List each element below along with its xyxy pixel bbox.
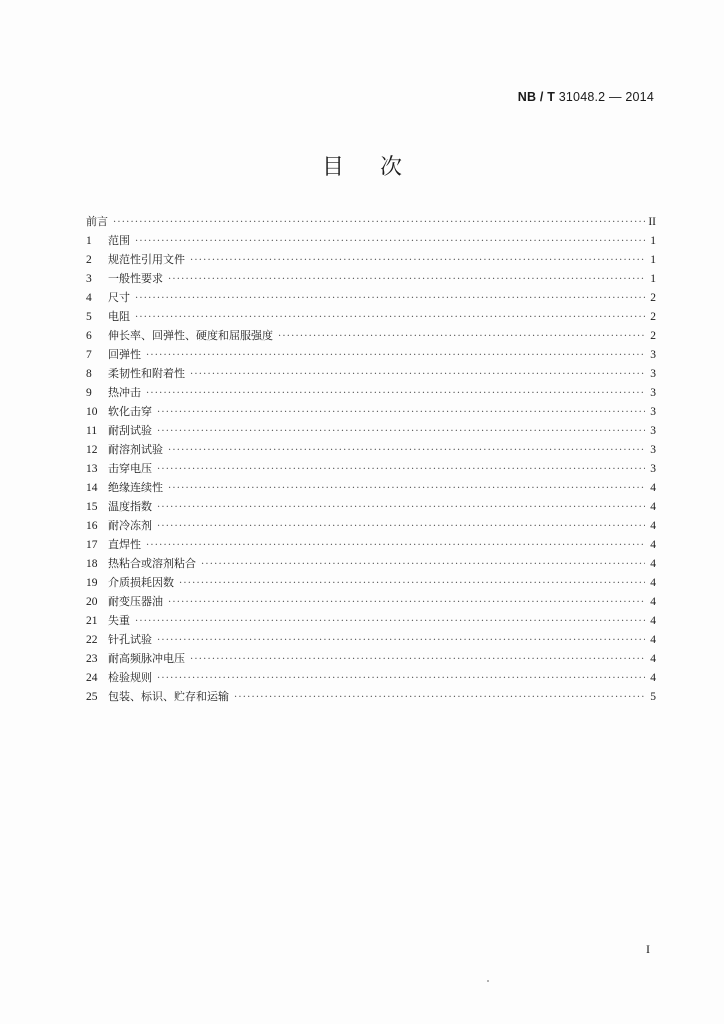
toc-entry[interactable] <box>86 592 656 611</box>
toc-entry[interactable] <box>86 687 656 706</box>
toc-entry-page: 2 <box>650 311 656 323</box>
scan-speck <box>487 980 489 982</box>
toc-entry-page: 4 <box>650 615 656 627</box>
toc-entry-label: 耐高频脉冲电压 <box>108 652 185 665</box>
toc-leader-dots <box>157 422 645 441</box>
toc-entry-number: 15 <box>86 501 98 513</box>
toc-entry-number: 7 <box>86 349 92 361</box>
toc-leader-dots <box>135 289 645 308</box>
toc-entry-label: 电阻 <box>108 310 130 323</box>
page-number: I <box>646 942 650 956</box>
toc-entry-label: 一般性要求 <box>108 272 163 285</box>
toc-entry-page: 3 <box>650 349 656 361</box>
toc-entry-page: 3 <box>650 406 656 418</box>
toc-entry-number: 2 <box>86 254 92 266</box>
toc-leader-dots <box>201 555 645 574</box>
toc-entry-label: 耐变压器油 <box>108 595 163 608</box>
toc-entry[interactable] <box>86 421 656 440</box>
toc-entry-page: 1 <box>650 273 656 285</box>
toc-leader-dots <box>190 650 645 669</box>
toc-entry-page: 2 <box>650 292 656 304</box>
toc-entry-number: 19 <box>86 577 98 589</box>
toc-entry[interactable] <box>86 326 656 345</box>
toc-entry-page: 2 <box>650 330 656 342</box>
toc-entry[interactable] <box>86 649 656 668</box>
toc-entry-number: 9 <box>86 387 92 399</box>
toc-leader-dots <box>157 517 645 536</box>
toc-entry-page: 4 <box>650 539 656 551</box>
toc-entry-number: 5 <box>86 311 92 323</box>
toc-entry-label: 针孔试验 <box>108 633 152 646</box>
toc-entry-label: 温度指数 <box>108 500 152 513</box>
toc-entry-number: 24 <box>86 672 98 684</box>
toc-entry[interactable] <box>86 288 656 307</box>
toc-entry-label: 耐刮试验 <box>108 424 152 437</box>
toc-entry-number: 23 <box>86 653 98 665</box>
toc-entry[interactable] <box>86 478 656 497</box>
toc-entry-page: 4 <box>650 520 656 532</box>
toc-entry-label: 直焊性 <box>108 538 141 551</box>
toc-entry[interactable] <box>86 535 656 554</box>
toc-leader-dots <box>157 498 645 517</box>
toc-entry-label: 热冲击 <box>108 386 141 399</box>
table-of-contents <box>86 212 656 706</box>
toc-leader-dots <box>278 327 645 346</box>
toc-leader-dots <box>168 479 645 498</box>
toc-leader-dots <box>146 346 645 365</box>
toc-entry-label: 失重 <box>108 614 130 627</box>
toc-entry-page: 4 <box>650 482 656 494</box>
toc-leader-dots <box>234 688 645 707</box>
toc-entry-number: 13 <box>86 463 98 475</box>
toc-leader-dots <box>135 232 645 251</box>
toc-leader-dots <box>113 213 645 232</box>
toc-leader-dots <box>190 251 645 270</box>
toc-entry-label: 软化击穿 <box>108 405 152 418</box>
toc-entry[interactable] <box>86 611 656 630</box>
toc-entry[interactable] <box>86 497 656 516</box>
toc-leader-dots <box>179 574 645 593</box>
toc-entry-number: 11 <box>86 425 98 437</box>
toc-entry-label: 前言 <box>86 215 108 228</box>
toc-entry-page: II <box>648 216 656 228</box>
toc-entry-page: 4 <box>650 577 656 589</box>
toc-entry-label: 绝缘连续性 <box>108 481 163 494</box>
toc-entry-number: 6 <box>86 330 92 342</box>
toc-entry-page: 1 <box>650 254 656 266</box>
toc-entry-number: 16 <box>86 520 98 532</box>
toc-entry[interactable] <box>86 459 656 478</box>
toc-entry[interactable] <box>86 402 656 421</box>
toc-entry-page: 5 <box>650 691 656 703</box>
toc-entry-number: 21 <box>86 615 98 627</box>
toc-entry-label: 包装、标识、贮存和运输 <box>108 690 229 703</box>
toc-entry[interactable] <box>86 269 656 288</box>
toc-entry-page: 3 <box>650 444 656 456</box>
toc-entry-page: 4 <box>650 672 656 684</box>
toc-leader-dots <box>168 593 645 612</box>
toc-leader-dots <box>157 460 645 479</box>
toc-entry-number: 22 <box>86 634 98 646</box>
toc-entry-page: 4 <box>650 596 656 608</box>
toc-entry-label: 耐溶剂试验 <box>108 443 163 456</box>
toc-leader-dots <box>190 365 645 384</box>
toc-entry-page: 4 <box>650 501 656 513</box>
toc-leader-dots <box>146 384 645 403</box>
toc-entry-number: 18 <box>86 558 98 570</box>
toc-entry-page: 3 <box>650 387 656 399</box>
toc-entry-label: 击穿电压 <box>108 462 152 475</box>
toc-entry[interactable] <box>86 250 656 269</box>
toc-entry-number: 1 <box>86 235 92 247</box>
toc-entry-label: 热粘合或溶剂粘合 <box>108 557 196 570</box>
toc-entry-label: 尺寸 <box>108 291 130 304</box>
standard-code-prefix: NB / T <box>517 90 556 104</box>
toc-title: 目次 <box>321 155 438 180</box>
toc-entry-label: 范围 <box>108 234 130 247</box>
toc-entry-label: 耐冷冻剂 <box>108 519 152 532</box>
toc-entry-page: 4 <box>650 653 656 665</box>
toc-entry[interactable] <box>86 554 656 573</box>
toc-entry[interactable] <box>86 383 656 402</box>
toc-entry[interactable] <box>86 516 656 535</box>
toc-entry-page: 3 <box>650 425 656 437</box>
toc-leader-dots <box>146 536 645 555</box>
toc-entry[interactable] <box>86 668 656 687</box>
toc-entry-number: 17 <box>86 539 98 551</box>
toc-entry-number: 4 <box>86 292 92 304</box>
toc-entry[interactable] <box>86 345 656 364</box>
toc-leader-dots <box>135 612 645 631</box>
toc-entry-label: 伸长率、回弹性、硬度和屈服强度 <box>108 329 273 342</box>
toc-entry-page: 1 <box>650 235 656 247</box>
standard-code <box>518 90 654 104</box>
toc-entry-label: 检验规则 <box>108 671 152 684</box>
standard-code-number: 31048.2 — 2014 <box>555 90 654 104</box>
toc-entry-label: 介质损耗因数 <box>108 576 174 589</box>
toc-entry[interactable] <box>86 630 656 649</box>
toc-leader-dots <box>168 441 645 460</box>
toc-entry-label: 规范性引用文件 <box>108 253 185 266</box>
toc-entry-number: 20 <box>86 596 98 608</box>
toc-entry[interactable] <box>86 440 656 459</box>
toc-entry[interactable] <box>86 212 656 231</box>
toc-entry-number: 3 <box>86 273 92 285</box>
toc-entry-number: 25 <box>86 691 98 703</box>
toc-entry-page: 4 <box>650 558 656 570</box>
toc-entry-number: 8 <box>86 368 92 380</box>
toc-entry[interactable] <box>86 573 656 592</box>
toc-entry[interactable] <box>86 231 656 250</box>
toc-entry[interactable] <box>86 307 656 326</box>
toc-leader-dots <box>168 270 645 289</box>
toc-leader-dots <box>157 631 645 650</box>
toc-leader-dots <box>157 403 645 422</box>
toc-entry-number: 14 <box>86 482 98 494</box>
toc-entry-label: 回弹性 <box>108 348 141 361</box>
toc-entry-page: 3 <box>650 368 656 380</box>
toc-entry[interactable] <box>86 364 656 383</box>
toc-leader-dots <box>157 669 645 688</box>
toc-entry-label: 柔韧性和附着性 <box>108 367 185 380</box>
toc-entry-number: 10 <box>86 406 98 418</box>
toc-entry-page: 3 <box>650 463 656 475</box>
toc-leader-dots <box>135 308 645 327</box>
toc-entry-page: 4 <box>650 634 656 646</box>
toc-entry-number: 12 <box>86 444 98 456</box>
